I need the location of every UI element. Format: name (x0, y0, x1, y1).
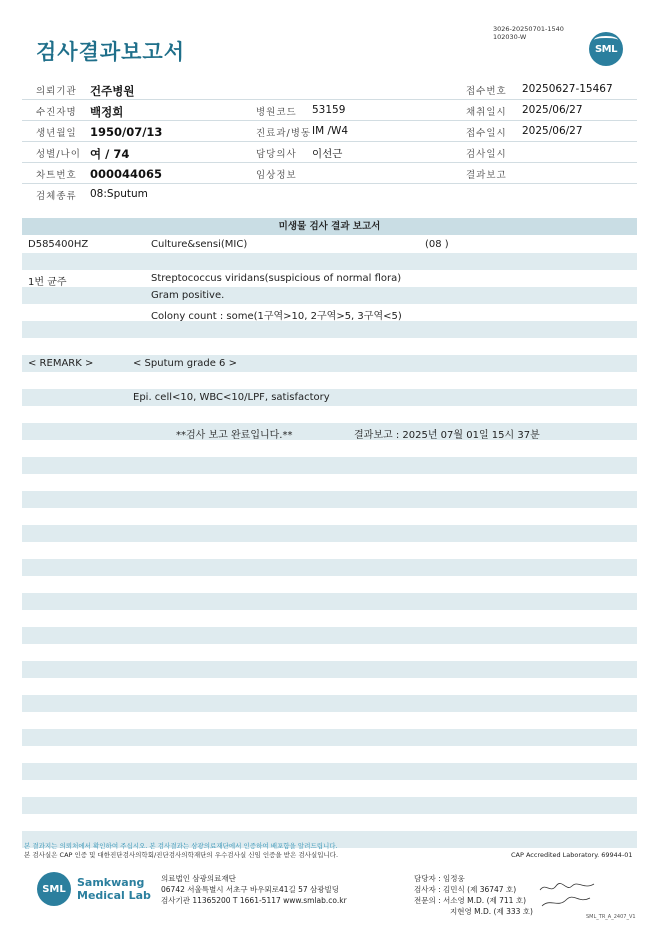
staff-value: 임정웅 (443, 874, 465, 883)
organism-label: 1번 균주 (28, 277, 67, 288)
stripe (22, 661, 637, 678)
tested-label: 검사일시 (466, 149, 507, 160)
institution-value: 건주병원 (90, 84, 135, 98)
chart-no-value: 000044065 (90, 167, 163, 181)
stripe (22, 457, 637, 474)
hospital-code-value: 53159 (312, 104, 346, 116)
dept-value: IM /W4 (312, 125, 349, 137)
stripe (22, 695, 637, 712)
org-line-2: 06742 서울특별시 서초구 바우뫼로41길 57 삼광빌딩 (161, 885, 340, 894)
footer-logo-text (77, 876, 151, 902)
org-line-1: 의료법인 삼광의료재단 (161, 874, 236, 883)
dob-value: 1950/07/13 (90, 125, 163, 139)
specimen-value: 08:Sputum (90, 188, 148, 200)
stripe (22, 593, 637, 610)
footer-note-2: 본 검사실은 CAP 인증 및 대한진단검사의학회/진단검사의학재단의 우수검사실 신임 인증을 받은 검사실입니다. (24, 851, 339, 859)
footer-note-1: 본 결과지는 의뢰처에서 확인하여 주십시오. 본 검사결과는 삼광의료재단에서 인증하여 배포함을 알려드립니다. (24, 842, 338, 850)
signature-icon (538, 880, 598, 910)
sputum-grade: < Sputum grade 6 > (133, 358, 237, 369)
stripe (22, 253, 637, 270)
stripe (22, 355, 637, 372)
test-code: D585400HZ (28, 239, 89, 250)
stripe (22, 525, 637, 542)
dept-label: 진료과/병동 (256, 128, 312, 139)
info-row-3 (22, 121, 637, 142)
specialist-label: 전문의 : (414, 896, 441, 905)
info-row-4 (22, 142, 637, 163)
receipt-no-value: 20250627-15467 (522, 83, 613, 95)
specialist-1: 서소영 M.D. (제 711 호) (443, 896, 526, 905)
name-label: 수진자명 (36, 107, 77, 118)
info-row-1 (22, 79, 637, 100)
colony-count: Colony count : some(1구역>10, 2구역>5, 3구역<5) (151, 311, 402, 322)
collected-value: 2025/06/27 (522, 104, 583, 116)
remark-label: < REMARK > (28, 358, 94, 369)
test-specimen: (08 ) (425, 239, 449, 250)
stripe (22, 627, 637, 644)
gram-stain: Gram positive. (151, 290, 225, 301)
info-row-5 (22, 163, 637, 184)
hospital-code-label: 병원코드 (256, 107, 297, 118)
stripe (22, 559, 637, 576)
epi-cell: Epi. cell<10, WBC<10/LPF, satisfactory (133, 392, 330, 403)
institution-label: 의뢰기관 (36, 86, 77, 97)
section-title: 미생물 검사 결과 보고서 (22, 218, 637, 235)
result-time: 결과보고 : 2025년 07월 01일 15시 37분 (354, 430, 540, 441)
receipt-no-label: 접수번호 (466, 86, 507, 97)
sml-logo-icon: SML (589, 32, 623, 66)
info-row-2 (22, 100, 637, 121)
footer-logo-line1: Samkwang (77, 876, 145, 889)
org-line-3: 검사기관 11365200 T 1661-5117 www.smlab.co.kr (161, 896, 347, 905)
staff-info (414, 873, 533, 917)
info-row-6 (22, 184, 637, 204)
cap-accreditation: CAP Accredited Laboratory. 69944-01 (511, 851, 633, 859)
org-info (161, 873, 347, 906)
sex-age-value: 여 / 74 (90, 147, 130, 161)
document-id-line1: 3026-20250701-1540 (493, 25, 564, 33)
sml-footer-logo-icon: SML (37, 872, 71, 906)
document-id-line2: 102030-W (493, 33, 527, 41)
organism-name: Streptococcus viridans(suspicious of normal flora) (151, 273, 402, 284)
stripe (22, 491, 637, 508)
stripe (22, 729, 637, 746)
staff-label: 담당자 : (414, 874, 441, 883)
doctor-label: 담당의사 (256, 149, 297, 160)
collected-label: 채취일시 (466, 107, 507, 118)
received-label: 접수일시 (466, 128, 507, 139)
stripe (22, 287, 637, 304)
stripe (22, 797, 637, 814)
footer-logo-line2: Medical Lab (77, 889, 151, 902)
stripe (22, 423, 637, 440)
report-title: 검사결과보고서 (36, 40, 186, 64)
test-name: Culture&sensi(MIC) (151, 239, 248, 250)
sex-age-label: 성별/나이 (36, 149, 81, 160)
chart-no-label: 차트번호 (36, 170, 77, 181)
form-code: SML_TR_A_2407_V1 (586, 914, 636, 920)
specialist-2: 지현영 M.D. (제 333 호) (450, 907, 533, 916)
dob-label: 생년월일 (36, 128, 77, 139)
tester-label: 검사자 : (414, 885, 441, 894)
stripe (22, 321, 637, 338)
specimen-label: 검체종류 (36, 191, 77, 202)
tester-value: 김민식 (제 36747 호) (443, 885, 517, 894)
stripe (22, 763, 637, 780)
doctor-value: 이선근 (312, 148, 343, 160)
document-id (493, 25, 564, 41)
report-complete: **검사 보고 완료입니다.** (176, 430, 293, 441)
received-value: 2025/06/27 (522, 125, 583, 137)
name-value: 백정희 (90, 105, 124, 119)
report-label: 결과보고 (466, 170, 507, 181)
clinical-label: 임상정보 (256, 170, 297, 181)
